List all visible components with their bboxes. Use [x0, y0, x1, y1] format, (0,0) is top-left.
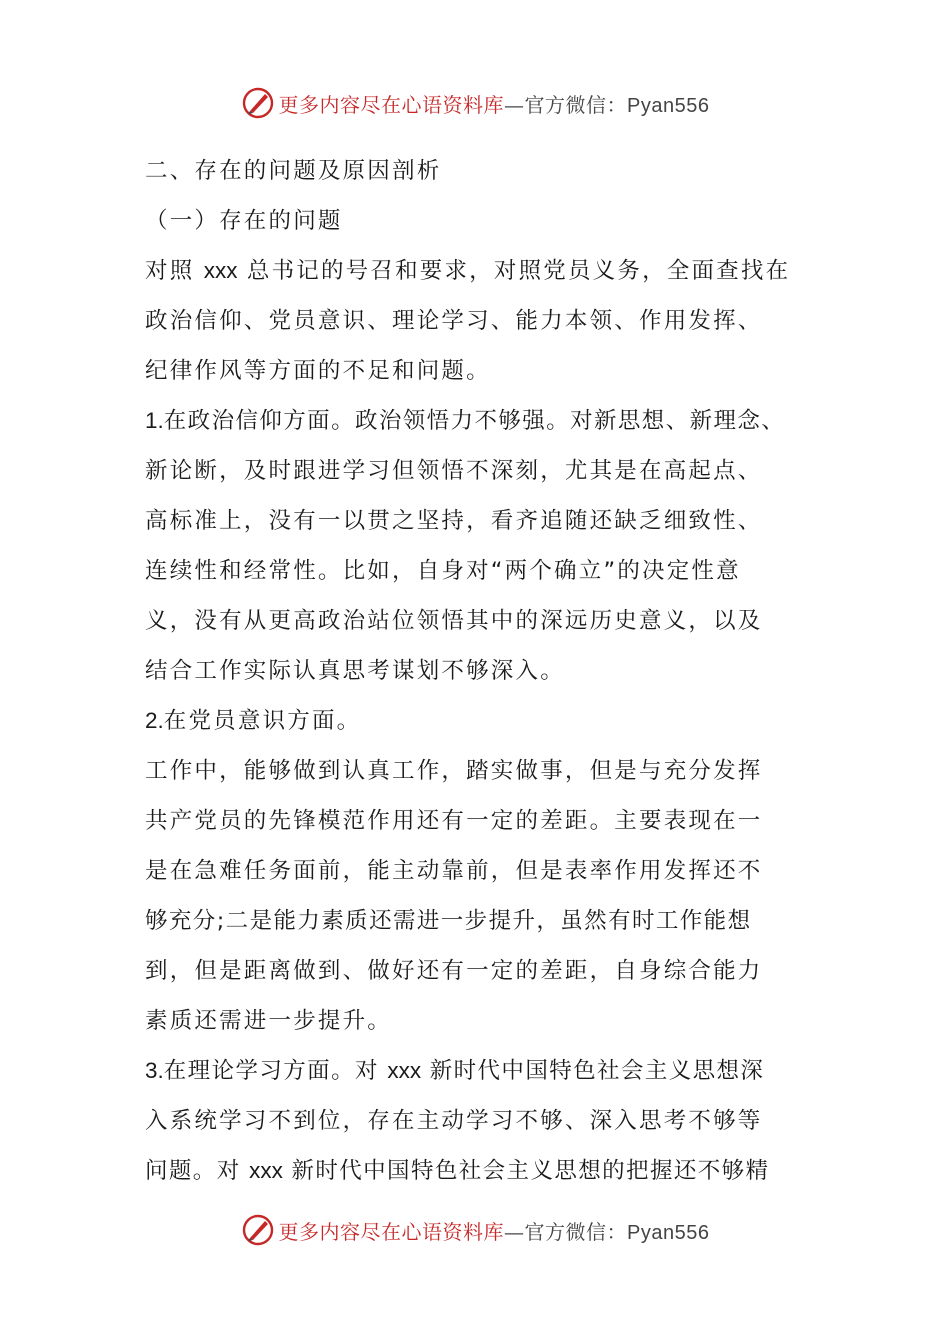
- body-line: 对照 xxx 总书记的号召和要求，对照党员义务，全面查找在: [145, 258, 791, 284]
- body-line: 义，没有从更高政治站位领悟其中的深远历史意义，以及: [145, 608, 763, 634]
- body-line: 新论断，及时跟进学习但领悟不深刻，尤其是在高起点、: [145, 458, 763, 484]
- body-line: 2.在党员意识方面。: [145, 708, 362, 734]
- body-line: 够充分;二是能力素质还需进一步提升，虽然有时工作能想: [145, 908, 752, 934]
- body-line: 共产党员的先锋模范作用还有一定的差距。主要表现在一: [145, 808, 763, 834]
- body-line: 政治信仰、党员意识、理论学习、能力本领、作用发挥、: [145, 308, 763, 334]
- body-line: 连续性和经常性。比如，自身对“两个确立”的决定性意: [145, 558, 741, 584]
- pen-logo-icon: [241, 1213, 275, 1247]
- watermark-text: 更多内容尽在心语资料库—官方微信：Pyan556: [278, 1219, 710, 1244]
- body-line: 素质还需进一步提升。: [145, 1008, 393, 1034]
- body-line: 入系统学习不到位，存在主动学习不够、深入思考不够等: [145, 1108, 763, 1134]
- watermark-banner-bottom: [0, 1208, 950, 1252]
- body-line: 1.在政治信仰方面。政治领悟力不够强。对新思想、新理念、: [145, 408, 786, 434]
- body-line: 问题。对 xxx 新时代中国特色社会主义思想的把握还不够精: [145, 1158, 770, 1184]
- watermark-text: 更多内容尽在心语资料库—官方微信：Pyan556: [278, 92, 710, 117]
- document-body: [145, 146, 825, 1196]
- section-heading: 二、存在的问题及原因剖析: [145, 158, 442, 184]
- subsection-heading: （一）存在的问题: [145, 208, 343, 234]
- body-line: 到，但是距离做到、做好还有一定的差距，自身综合能力: [145, 958, 763, 984]
- watermark-banner-top: [0, 81, 950, 125]
- body-line: 结合工作实际认真思考谋划不够深入。: [145, 658, 565, 684]
- body-line: 3.在理论学习方面。对 xxx 新时代中国特色社会主义思想深: [145, 1058, 765, 1084]
- body-line: 纪律作风等方面的不足和问题。: [145, 358, 491, 384]
- body-line: 工作中，能够做到认真工作，踏实做事，但是与充分发挥: [145, 758, 763, 784]
- body-line: 是在急难任务面前，能主动靠前，但是表率作用发挥还不: [145, 858, 763, 884]
- body-line: 高标准上，没有一以贯之坚持，看齐追随还缺乏细致性、: [145, 508, 763, 534]
- pen-logo-icon: [241, 86, 275, 120]
